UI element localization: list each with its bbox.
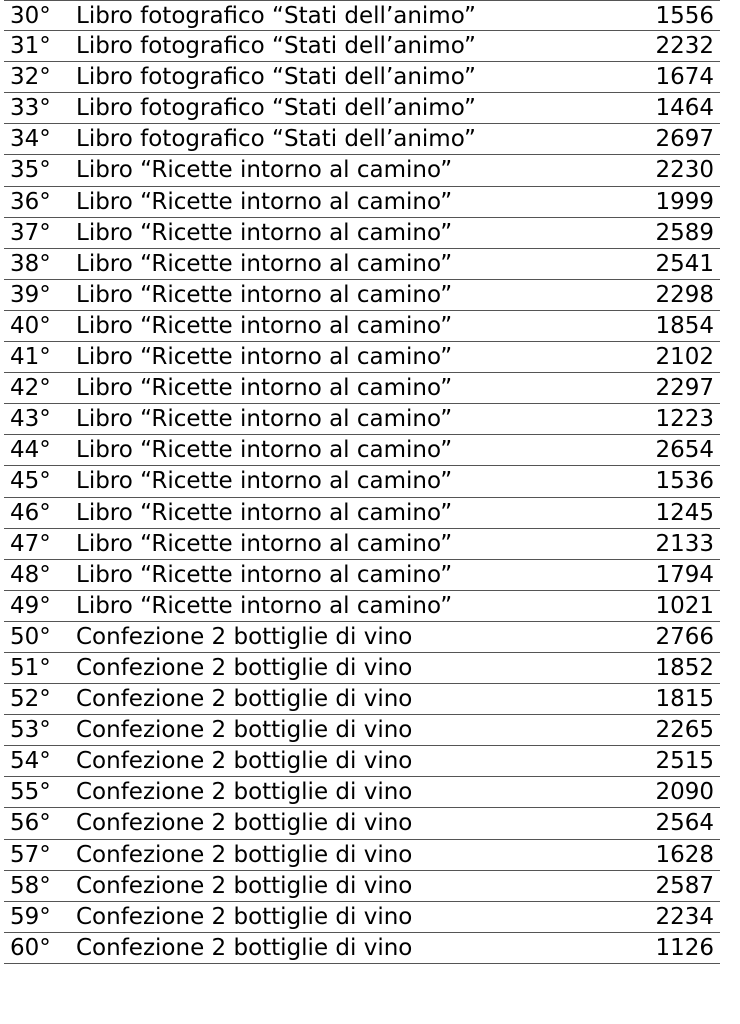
rank-cell: 50°: [10, 623, 51, 650]
ticket-number-cell: 1464: [655, 95, 714, 122]
prize-cell: Confezione 2 bottiglie di vino: [76, 779, 413, 806]
table-row: [4, 93, 720, 124]
rank-cell: 55°: [10, 779, 51, 806]
ticket-number-cell: 2265: [655, 717, 714, 744]
rank-cell: 53°: [10, 717, 51, 744]
rank-cell: 49°: [10, 592, 51, 619]
table-row: [4, 529, 720, 560]
ticket-number-cell: 2589: [655, 219, 714, 246]
prize-cell: Libro fotografico “Stati dell’animo”: [76, 3, 476, 29]
prize-cell: Libro “Ricette intorno al camino”: [76, 188, 453, 215]
table-row: [4, 373, 720, 404]
ticket-number-cell: 1223: [655, 406, 714, 433]
table-row: [4, 933, 720, 964]
ticket-number-cell: 2697: [655, 126, 714, 153]
table-row: [4, 715, 720, 746]
ticket-number-cell: 2564: [655, 810, 714, 837]
table-row: [4, 560, 720, 591]
ticket-number-cell: 2133: [655, 530, 714, 557]
prize-cell: Libro fotografico “Stati dell’animo”: [76, 126, 476, 153]
prize-cell: Confezione 2 bottiglie di vino: [76, 748, 413, 775]
prize-cell: Confezione 2 bottiglie di vino: [76, 872, 413, 899]
ticket-number-cell: 2090: [655, 779, 714, 806]
rank-cell: 51°: [10, 654, 51, 681]
ticket-number-cell: 2587: [655, 872, 714, 899]
prize-cell: Libro “Ricette intorno al camino”: [76, 530, 453, 557]
rank-cell: 35°: [10, 157, 51, 184]
table-row: [4, 31, 720, 62]
rank-cell: 40°: [10, 312, 51, 339]
prize-cell: Confezione 2 bottiglie di vino: [76, 623, 413, 650]
table-row: [4, 0, 720, 31]
ticket-number-cell: 2298: [655, 281, 714, 308]
rank-cell: 32°: [10, 64, 51, 91]
prize-cell: Libro “Ricette intorno al camino”: [76, 592, 453, 619]
prize-cell: Confezione 2 bottiglie di vino: [76, 841, 413, 868]
ticket-number-cell: 1556: [655, 3, 714, 29]
table-row: [4, 124, 720, 155]
rank-cell: 56°: [10, 810, 51, 837]
rank-cell: 44°: [10, 437, 51, 464]
rank-cell: 60°: [10, 934, 51, 961]
rank-cell: 52°: [10, 686, 51, 713]
ticket-number-cell: 2297: [655, 375, 714, 402]
table-row: [4, 342, 720, 373]
rank-cell: 33°: [10, 95, 51, 122]
ticket-number-cell: 1126: [655, 934, 714, 961]
rank-cell: 47°: [10, 530, 51, 557]
table-row: [4, 653, 720, 684]
table-row: [4, 218, 720, 249]
ticket-number-cell: 1536: [655, 468, 714, 495]
table-row: [4, 435, 720, 466]
ticket-number-cell: 2515: [655, 748, 714, 775]
ticket-number-cell: 2234: [655, 903, 714, 930]
table-row: [4, 591, 720, 622]
rank-cell: 45°: [10, 468, 51, 495]
ticket-number-cell: 1854: [655, 312, 714, 339]
ticket-number-cell: 1815: [655, 686, 714, 713]
ticket-number-cell: 2232: [655, 33, 714, 60]
rank-cell: 36°: [10, 188, 51, 215]
prize-cell: Libro “Ricette intorno al camino”: [76, 561, 453, 588]
ticket-number-cell: 1852: [655, 654, 714, 681]
table-row: [4, 62, 720, 93]
table-row: [4, 311, 720, 342]
prize-cell: Libro “Ricette intorno al camino”: [76, 344, 453, 371]
rank-cell: 42°: [10, 375, 51, 402]
ticket-number-cell: 2102: [655, 344, 714, 371]
ticket-number-cell: 2541: [655, 250, 714, 277]
table-row: [4, 840, 720, 871]
table-row: [4, 684, 720, 715]
ticket-number-cell: 2230: [655, 157, 714, 184]
prize-cell: Libro “Ricette intorno al camino”: [76, 219, 453, 246]
ticket-number-cell: 2654: [655, 437, 714, 464]
prize-cell: Libro fotografico “Stati dell’animo”: [76, 95, 476, 122]
ticket-number-cell: 1245: [655, 499, 714, 526]
rank-cell: 34°: [10, 126, 51, 153]
table-row: [4, 777, 720, 808]
table-row: [4, 902, 720, 933]
table-row: [4, 466, 720, 497]
ticket-number-cell: 1999: [655, 188, 714, 215]
prize-cell: Confezione 2 bottiglie di vino: [76, 934, 413, 961]
rank-cell: 30°: [10, 3, 51, 29]
rank-cell: 38°: [10, 250, 51, 277]
rank-cell: 57°: [10, 841, 51, 868]
prize-cell: Libro “Ricette intorno al camino”: [76, 375, 453, 402]
prize-cell: Libro “Ricette intorno al camino”: [76, 468, 453, 495]
prize-cell: Confezione 2 bottiglie di vino: [76, 810, 413, 837]
prize-cell: Libro “Ricette intorno al camino”: [76, 157, 453, 184]
table-row: [4, 871, 720, 902]
prize-cell: Libro fotografico “Stati dell’animo”: [76, 33, 476, 60]
prize-cell: Confezione 2 bottiglie di vino: [76, 903, 413, 930]
rank-cell: 48°: [10, 561, 51, 588]
rank-cell: 59°: [10, 903, 51, 930]
prize-cell: Confezione 2 bottiglie di vino: [76, 686, 413, 713]
prize-table: [4, 0, 720, 964]
table-row: [4, 280, 720, 311]
table-row: [4, 808, 720, 839]
ticket-number-cell: 1674: [655, 64, 714, 91]
table-row: [4, 155, 720, 186]
table-row: [4, 622, 720, 653]
prize-cell: Libro fotografico “Stati dell’animo”: [76, 64, 476, 91]
rank-cell: 41°: [10, 344, 51, 371]
ticket-number-cell: 1628: [655, 841, 714, 868]
table-row: [4, 404, 720, 435]
rank-cell: 46°: [10, 499, 51, 526]
table-row: [4, 249, 720, 280]
prize-cell: Libro “Ricette intorno al camino”: [76, 250, 453, 277]
rank-cell: 54°: [10, 748, 51, 775]
ticket-number-cell: 1794: [655, 561, 714, 588]
prize-cell: Libro “Ricette intorno al camino”: [76, 499, 453, 526]
rank-cell: 39°: [10, 281, 51, 308]
prize-cell: Libro “Ricette intorno al camino”: [76, 281, 453, 308]
rank-cell: 58°: [10, 872, 51, 899]
prize-cell: Libro “Ricette intorno al camino”: [76, 312, 453, 339]
table-row: [4, 187, 720, 218]
prize-cell: Confezione 2 bottiglie di vino: [76, 717, 413, 744]
table-row: [4, 498, 720, 529]
table-row: [4, 746, 720, 777]
rank-cell: 37°: [10, 219, 51, 246]
ticket-number-cell: 2766: [655, 623, 714, 650]
prize-cell: Libro “Ricette intorno al camino”: [76, 406, 453, 433]
rank-cell: 31°: [10, 33, 51, 60]
prize-cell: Libro “Ricette intorno al camino”: [76, 437, 453, 464]
ticket-number-cell: 1021: [655, 592, 714, 619]
rank-cell: 43°: [10, 406, 51, 433]
prize-cell: Confezione 2 bottiglie di vino: [76, 654, 413, 681]
